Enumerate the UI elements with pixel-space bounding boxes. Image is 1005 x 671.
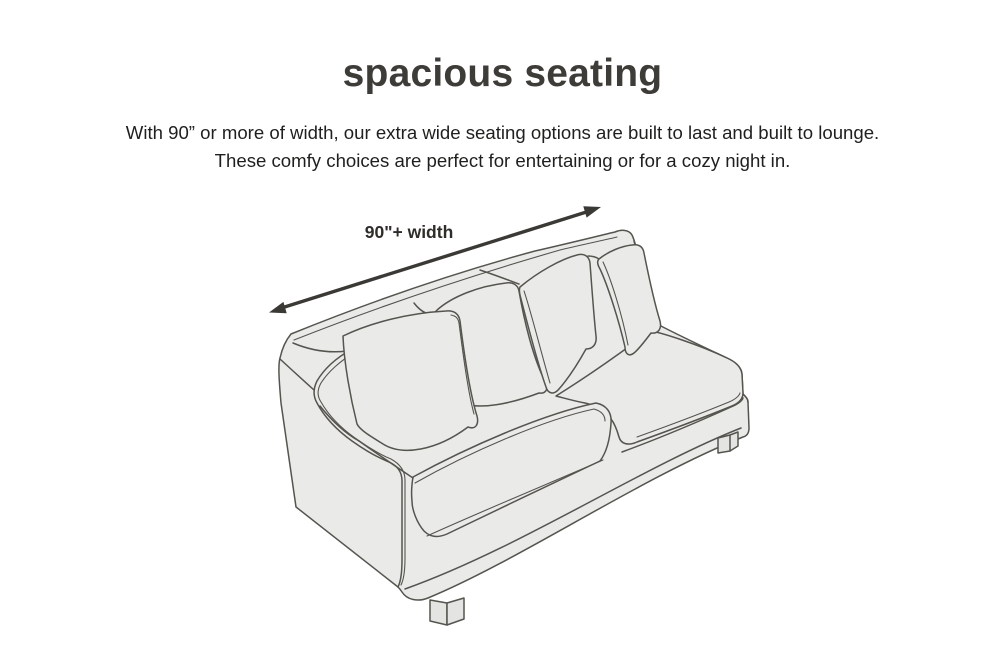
back-pillow-1-body bbox=[343, 311, 478, 450]
front-foot bbox=[430, 600, 447, 625]
dimension-label: 90"+ width bbox=[364, 222, 454, 242]
body-line-1: With 90” or more of width, our extra wide seating options are built to last and built to lounge. bbox=[125, 122, 880, 143]
back-pillow-1 bbox=[343, 311, 478, 450]
arrowhead-left bbox=[269, 302, 287, 313]
body-line-2: These comfy choices are perfect for entertaining or for a cozy night in. bbox=[214, 150, 791, 171]
arrowhead-right bbox=[583, 206, 601, 217]
page-title: spacious seating bbox=[342, 52, 663, 95]
sofa-illustration bbox=[279, 230, 749, 625]
front-foot-side bbox=[447, 598, 464, 625]
